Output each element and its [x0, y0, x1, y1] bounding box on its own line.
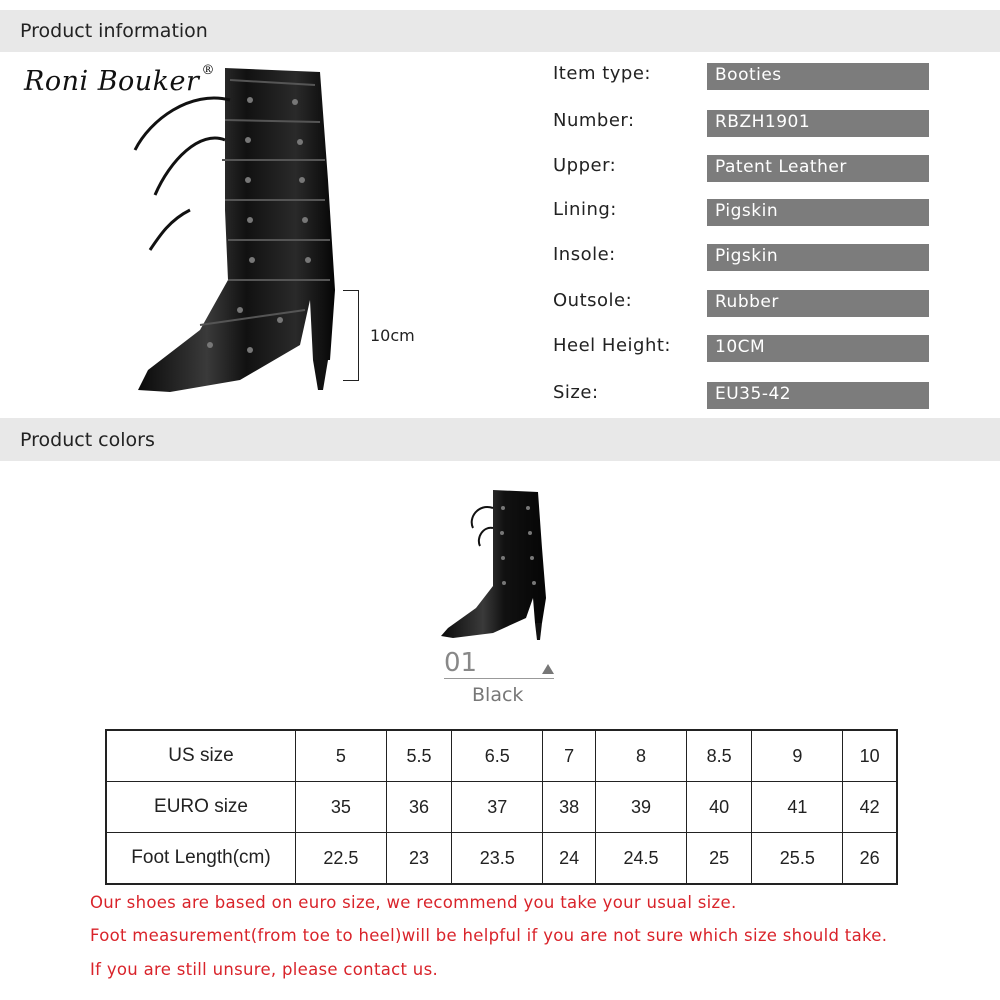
- table-cell: 9: [752, 730, 843, 782]
- product-information-header: [0, 10, 1000, 52]
- table-cell: 5: [296, 730, 387, 782]
- spec-row-insole: [553, 244, 933, 271]
- spec-value: 10CM: [707, 335, 929, 362]
- color-swatch-image[interactable]: [438, 488, 568, 643]
- table-row: [106, 730, 897, 782]
- table-cell: 38: [543, 782, 596, 833]
- spec-label: Outsole:: [553, 290, 633, 311]
- table-cell: 41: [752, 782, 843, 833]
- table-cell: 26: [843, 833, 897, 885]
- table-cell: 8.5: [686, 730, 752, 782]
- spec-value: EU35-42: [707, 382, 929, 409]
- table-cell: 7: [543, 730, 596, 782]
- table-row: [106, 782, 897, 833]
- spec-label: Item type:: [553, 63, 651, 84]
- product-colors-header: [0, 418, 1000, 461]
- spec-value: Booties: [707, 63, 929, 90]
- table-cell: 22.5: [296, 833, 387, 885]
- spec-label: Lining:: [553, 199, 617, 220]
- heel-dimension-top-tick: [343, 290, 359, 291]
- spec-value: Rubber: [707, 290, 929, 317]
- heel-dimension-label: 10cm: [370, 326, 415, 345]
- brand-name: Roni Bouker: [24, 66, 200, 97]
- row-header: EURO size: [106, 782, 296, 833]
- spec-row-number: [553, 110, 933, 137]
- table-cell: 24.5: [596, 833, 687, 885]
- spec-value: Patent Leather: [707, 155, 929, 182]
- table-cell: 42: [843, 782, 897, 833]
- table-cell: 5.5: [386, 730, 452, 782]
- size-note-euro: Our shoes are based on euro size, we recommend you take your usual size.: [90, 893, 737, 912]
- spec-row-lining: [553, 199, 933, 226]
- spec-row-outsole: [553, 290, 933, 317]
- table-cell: 6.5: [452, 730, 543, 782]
- registered-mark: ®: [201, 63, 215, 78]
- spec-row-upper: [553, 155, 933, 182]
- table-cell: 25: [686, 833, 752, 885]
- heel-dimension-line: [358, 290, 359, 380]
- row-header: US size: [106, 730, 296, 782]
- product-colors-title: Product colors: [20, 428, 155, 451]
- spec-row-heel-height: [553, 335, 933, 362]
- spec-value: Pigskin: [707, 199, 929, 226]
- table-cell: 25.5: [752, 833, 843, 885]
- boot-main-image: [130, 60, 350, 400]
- size-chart-table: [105, 729, 898, 885]
- spec-label: Size:: [553, 382, 599, 403]
- table-cell: 8: [596, 730, 687, 782]
- size-note-measurement: Foot measurement(from toe to heel)will be helpful if you are not sure which size should take.: [90, 926, 888, 945]
- table-cell: 35: [296, 782, 387, 833]
- table-cell: 37: [452, 782, 543, 833]
- table-cell: 39: [596, 782, 687, 833]
- table-cell: 23: [386, 833, 452, 885]
- triangle-up-icon: [542, 664, 554, 674]
- spec-label: Insole:: [553, 244, 616, 265]
- color-option-name: Black: [472, 684, 524, 706]
- spec-label: Number:: [553, 110, 635, 131]
- spec-value: Pigskin: [707, 244, 929, 271]
- color-option-number: 01: [444, 648, 478, 678]
- table-cell: 10: [843, 730, 897, 782]
- table-cell: 24: [543, 833, 596, 885]
- spec-row-item-type: [553, 63, 933, 90]
- size-note-contact: If you are still unsure, please contact us.: [90, 960, 439, 979]
- color-option-underline: [444, 678, 554, 679]
- table-cell: 40: [686, 782, 752, 833]
- spec-row-size: [553, 382, 933, 409]
- table-row: [106, 833, 897, 885]
- table-cell: 23.5: [452, 833, 543, 885]
- heel-dimension-bottom-tick: [343, 380, 359, 381]
- spec-value: RBZH1901: [707, 110, 929, 137]
- table-cell: 36: [386, 782, 452, 833]
- spec-label: Upper:: [553, 155, 617, 176]
- product-information-title: Product information: [20, 20, 208, 42]
- spec-label: Heel Height:: [553, 335, 671, 356]
- row-header: Foot Length(cm): [106, 833, 296, 885]
